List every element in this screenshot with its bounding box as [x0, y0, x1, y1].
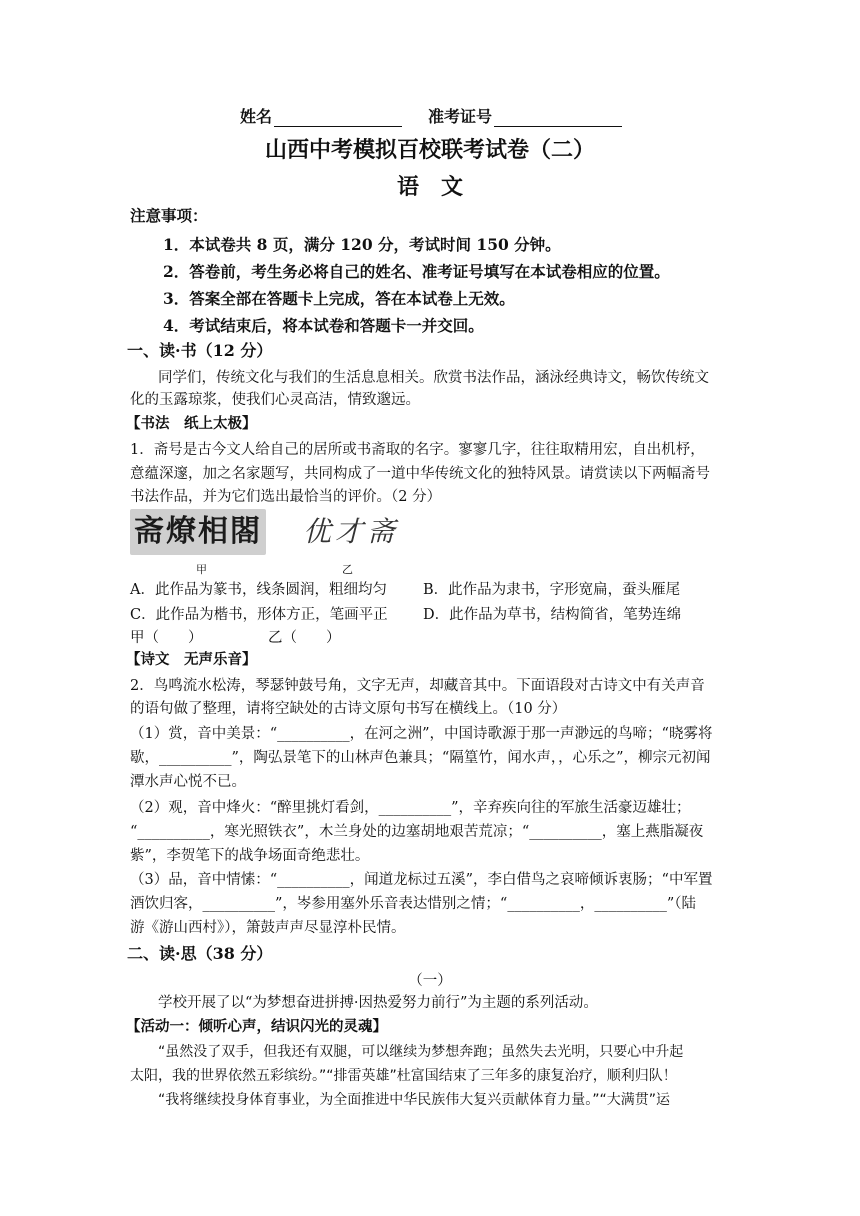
activity-1-heading: 【活动一：倾听心声，结识闪光的灵魂】: [126, 1018, 387, 1035]
question-2-text: 2．鸟鸣流水松涛，琴瑟钟鼓号角，文字无声，却藏音其中。下面语段对古诗文中有关声音: [130, 678, 705, 694]
question-2-text: 歇，__________”，陶弘景笔下的山林声色兼具；“隔篁竹，闻水声，，心乐之”，柳宗元初闻: [130, 750, 711, 766]
caption-yi: 乙: [342, 563, 353, 576]
option-d[interactable]: D．此作品为草书，结构简省，笔势连绵: [423, 607, 682, 623]
question-2-text: （1）赏，音中美景：“__________，在河之洲”，中国诗歌源于那一声渺远的鸟啼；“晓雾将: [130, 726, 713, 742]
poetry-heading: 【诗文 无声乐音】: [126, 651, 257, 668]
calligraphy-yi-image: [296, 509, 406, 555]
section-1-intro: 化的玉露琼浆，使我们心灵高洁，情致邈远。: [130, 392, 420, 408]
option-c[interactable]: C．此作品为楷书，形体方正，笔画平正: [130, 607, 388, 623]
notice-item: 2．答卷前，考生务必将自己的姓名、准考证号填写在本试卷相应的位置。: [163, 262, 670, 281]
quote-line: “我将继续投身体育事业，为全面推进中华民族伟大复兴贡献体育力量。”“大满贯”运: [158, 1092, 671, 1108]
question-1-text: 书法作品，并为它们选出最恰当的评价。（2 分）: [130, 489, 442, 505]
section-2-intro: 学校开展了以“为梦想奋进拼搏·因热爱努力前行”为主题的系列活动。: [158, 995, 598, 1011]
name-blank[interactable]: [274, 110, 402, 127]
name-field: [240, 104, 402, 127]
exam-title: 山西中考模拟百校联考试卷（二）: [264, 137, 595, 163]
exam-number-label: 准考证号: [428, 107, 493, 126]
question-2-text: （3）品，音中情愫：“__________，闻道龙标过五溪”，李白借鸟之哀啼倾诉衷肠；“中军置: [130, 872, 713, 888]
name-label: 姓名: [240, 107, 273, 126]
exam-number-field: [428, 104, 622, 127]
question-1-text: 意蕴深邃，加之名家题写，共同构成了一道中华传统文化的独特风景。请赏读以下两幅斋号: [130, 466, 710, 482]
answer-jia[interactable]: 甲（ ）: [130, 630, 203, 646]
question-2-text: 紫”，李贺笔下的战争场面奇绝悲壮。: [130, 848, 370, 864]
question-2-text: （2）观，音中烽火：“醉里挑灯看剑，__________”，辛弃疾向往的军旅生活豪迈雄壮；: [130, 800, 691, 816]
subject-title: 语 文: [396, 174, 463, 200]
quote-line: “虽然没了双手，但我还有双腿，可以继续为梦想奔跑；虽然失去光明，只要心中升起: [158, 1044, 684, 1060]
question-2-text: “__________，寒光照铁衣”，木兰身处的边塞胡地艰苦荒凉；“__________，塞上燕脂凝夜: [130, 824, 704, 840]
section-2-sub: （一）: [408, 973, 452, 989]
quote-line: 太阳，我的世界依然五彩缤纷。”“排雷英雄”杜富国结束了三年多的康复治疗，顺利归队！: [130, 1068, 677, 1084]
question-2-text: 游《游山西村》），箫鼓声声尽显淳朴民情。: [130, 920, 406, 936]
notice-item: 1．本试卷共 8 页，满分 120 分，考试时间 150 分钟。: [163, 235, 561, 254]
section-1-intro: 同学们，传统文化与我们的生活息息相关。欣赏书法作品，涵泳经典诗文，畅饮传统文: [158, 370, 709, 386]
question-2-text: 酒饮归客，__________”，岑参用塞外乐音表达惜别之情；“__________，__________”（陆: [130, 896, 696, 912]
question-2-text: 潭水声心悦不已。: [130, 774, 246, 790]
notice-item: 4．考试结束后，将本试卷和答题卡一并交回。: [163, 316, 484, 335]
calligraphy-heading: 【书法 纸上太极】: [126, 415, 257, 432]
exam-number-blank[interactable]: [494, 110, 622, 127]
notice-item: 3．答案全部在答题卡上完成，答在本试卷上无效。: [163, 289, 515, 308]
calligraphy-yi-chars: 优才斋: [302, 515, 399, 548]
calligraphy-jia-chars: 斋燎相閤: [134, 514, 262, 549]
section-1-heading: 一、读·书（12 分）: [127, 341, 273, 360]
question-1-text: 1．斋号是古今文人给自己的居所或书斋取的名字。寥寥几字，往往取精用宏，自出机杼，: [130, 442, 705, 458]
option-a[interactable]: A．此作品为篆书，线条圆润，粗细均匀: [130, 582, 387, 598]
option-b[interactable]: B．此作品为隶书，字形宽扁，蚕头雁尾: [423, 582, 681, 598]
question-2-text: 的语句做了整理，请将空缺处的古诗文原句书写在横线上。（10 分）: [130, 701, 567, 717]
section-2-heading: 二、读·思（38 分）: [127, 944, 273, 963]
answer-yi[interactable]: 乙（ ）: [268, 630, 341, 646]
notice-heading: 注意事项：: [130, 206, 208, 225]
calligraphy-jia-image: [130, 509, 266, 555]
caption-jia: 甲: [196, 563, 207, 576]
